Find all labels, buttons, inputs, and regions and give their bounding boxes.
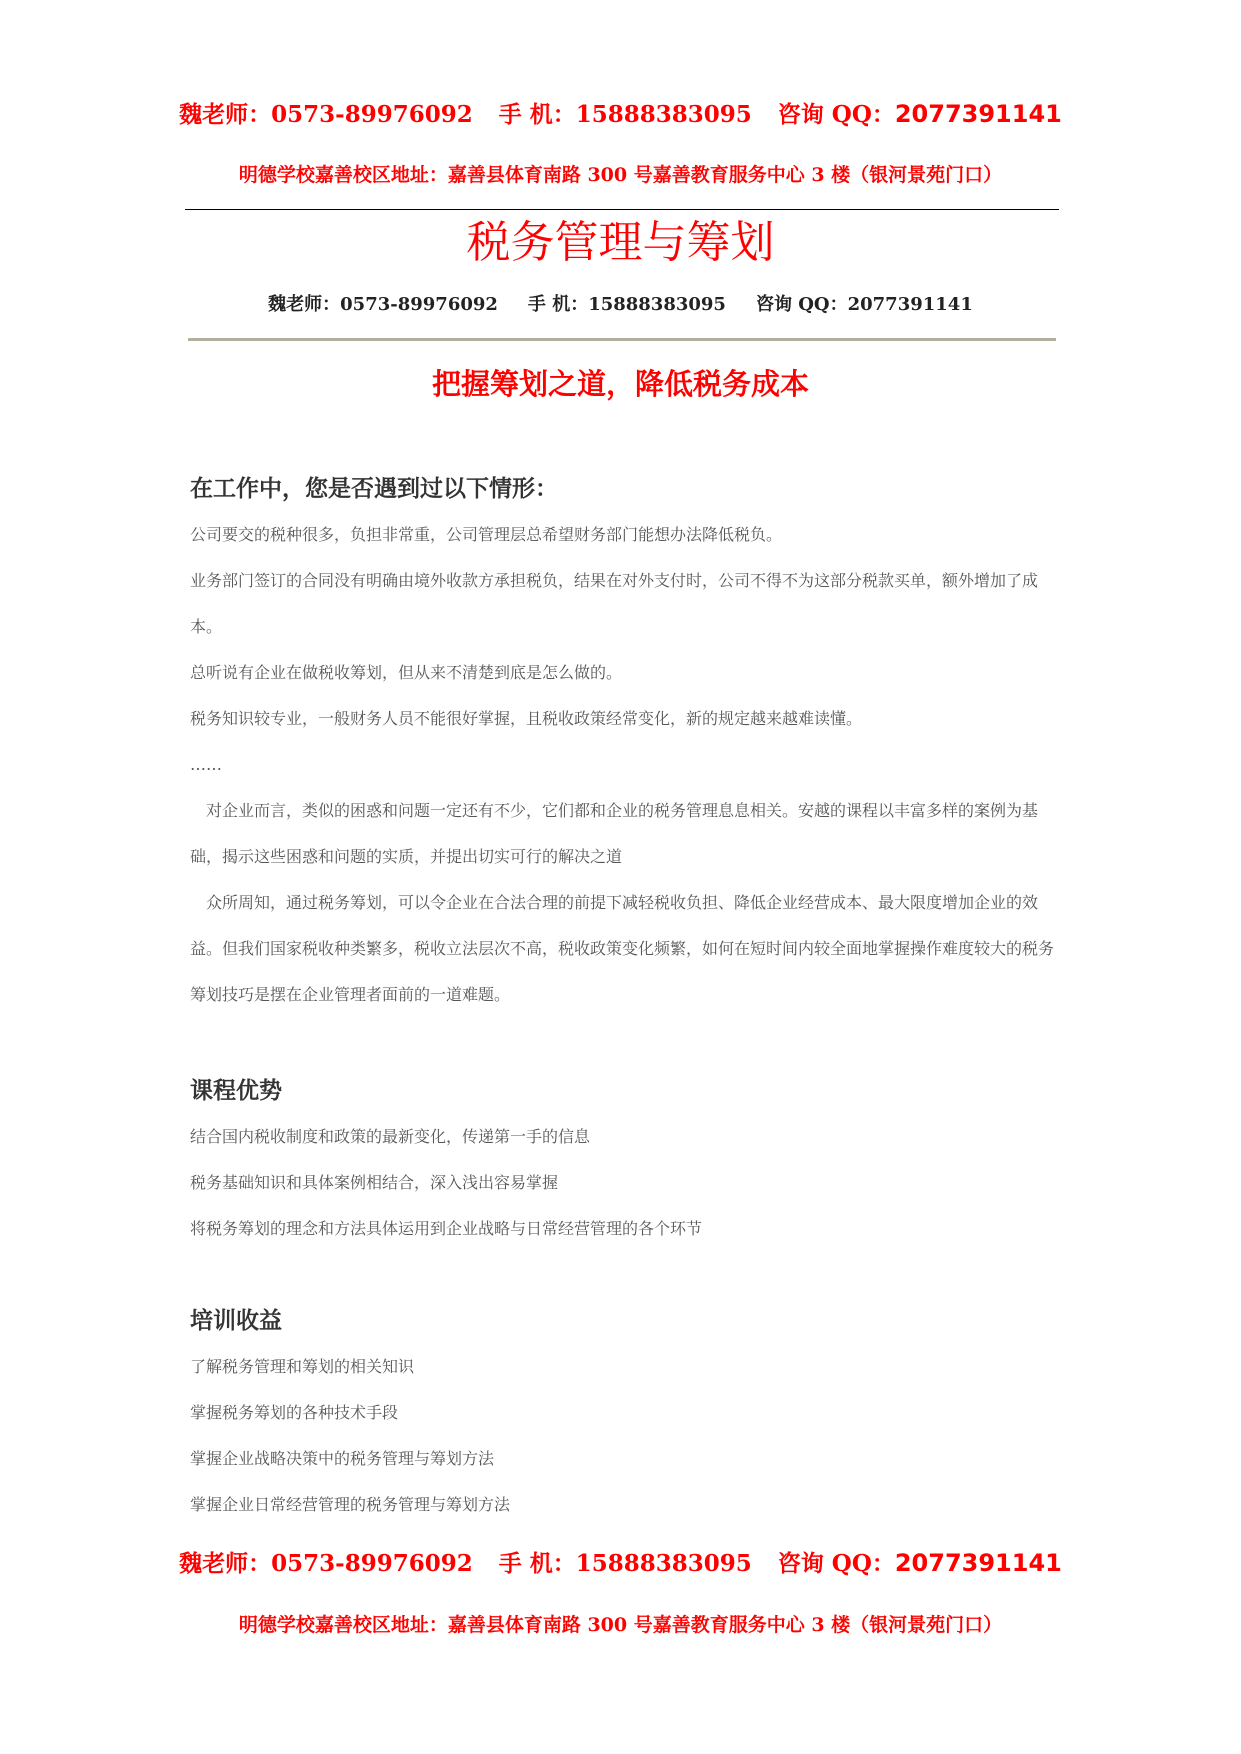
list-item: 结合国内税收制度和政策的最新变化，传递第一手的信息 <box>190 1127 591 1146</box>
list-item: 将税务筹划的理念和方法具体运用到企业战略与日常经营管理的各个环节 <box>190 1219 703 1238</box>
section-heading: 培训收益 <box>190 1308 282 1334</box>
section-situations <box>190 466 1060 1018</box>
list-item: 了解税务管理和筹划的相关知识 <box>190 1357 415 1376</box>
section-heading: 在工作中，您是否遇到过以下情形： <box>190 476 558 502</box>
sub-contact-line <box>0 290 1241 316</box>
list-item: 掌握企业日常经营管理的税务管理与筹划方法 <box>190 1495 511 1514</box>
list-item: 掌握税务筹划的各种技术手段 <box>190 1403 399 1422</box>
section-heading: 课程优势 <box>190 1078 282 1104</box>
paragraph: 总听说有企业在做税收筹划，但从来不清楚到底是怎么做的。 <box>190 663 623 682</box>
list-item: 税务基础知识和具体案例相结合，深入浅出容易掌握 <box>190 1173 559 1192</box>
footer-qq-number: 2077391141 <box>894 1549 1062 1577</box>
document-title: 税务管理与筹划 <box>466 217 775 268</box>
footer-address: 明德学校嘉善校区地址：嘉善县体育南路 300 号嘉善教育服务中心 3 楼（银河景苑门口） <box>238 1614 1003 1636</box>
list-item: 掌握企业战略决策中的税务管理与筹划方法 <box>190 1449 495 1468</box>
slogan: 把握筹划之道，降低税务成本 <box>431 367 809 401</box>
sub-qq: 咨询 QQ：2077391141 <box>755 294 973 315</box>
paragraph: 公司要交的税种很多，负担非常重，公司管理层总希望财务部门能想办法降低税负。 <box>190 525 783 544</box>
paragraph: 对企业而言，类似的困惑和问题一定还有不少，它们都和企业的税务管理息息相关。安越的课程以丰富多样的案例为基础，揭示这些困惑和问题的实质，并提出切实可行的解决之道 <box>190 801 1039 866</box>
header-qq-number: 2077391141 <box>894 100 1062 128</box>
header-address: 明德学校嘉善校区地址：嘉善县体育南路 300 号嘉善教育服务中心 3 楼（银河景苑门口） <box>238 164 1003 186</box>
top-divider <box>185 209 1059 210</box>
paragraph: 税务知识较专业，一般财务人员不能很好掌握，且税收政策经常变化，新的规定越来越难读懂。 <box>190 709 863 728</box>
header-teacher-phone: 魏老师：0573-89976092 <box>179 101 473 128</box>
section-course-advantages <box>190 1068 1060 1252</box>
header-qq-label: 咨询 QQ： <box>777 101 895 128</box>
paragraph: 众所周知，通过税务筹划，可以令企业在合法合理的前提下减轻税收负担、降低企业经营成本、最大限度增加企业的效益。但我们国家税收种类繁多，税收立法层次不高，税收政策变化频繁，如何在短时间内较全面地掌握操作难度较大的税务筹划技巧是摆在企业管理者面前的一道难题。 <box>190 893 1055 1004</box>
sub-mobile: 手 机：15888383095 <box>527 294 726 315</box>
footer-teacher-phone: 魏老师：0573-89976092 <box>179 1550 473 1577</box>
section-training-benefits <box>190 1298 1060 1528</box>
paragraph: 业务部门签订的合同没有明确由境外收款方承担税负，结果在对外支付时，公司不得不为这部分税款买单，额外增加了成本。 <box>190 571 1039 636</box>
sub-teacher-phone: 魏老师：0573-89976092 <box>268 294 498 315</box>
ellipsis: …… <box>190 755 222 774</box>
footer-mobile: 手 机：15888383095 <box>498 1550 752 1577</box>
footer-qq-label: 咨询 QQ： <box>777 1550 895 1577</box>
header-contact-line <box>0 96 1241 129</box>
footer-contact-line <box>0 1545 1241 1578</box>
title-divider <box>188 338 1056 341</box>
header-mobile: 手 机：15888383095 <box>498 101 752 128</box>
